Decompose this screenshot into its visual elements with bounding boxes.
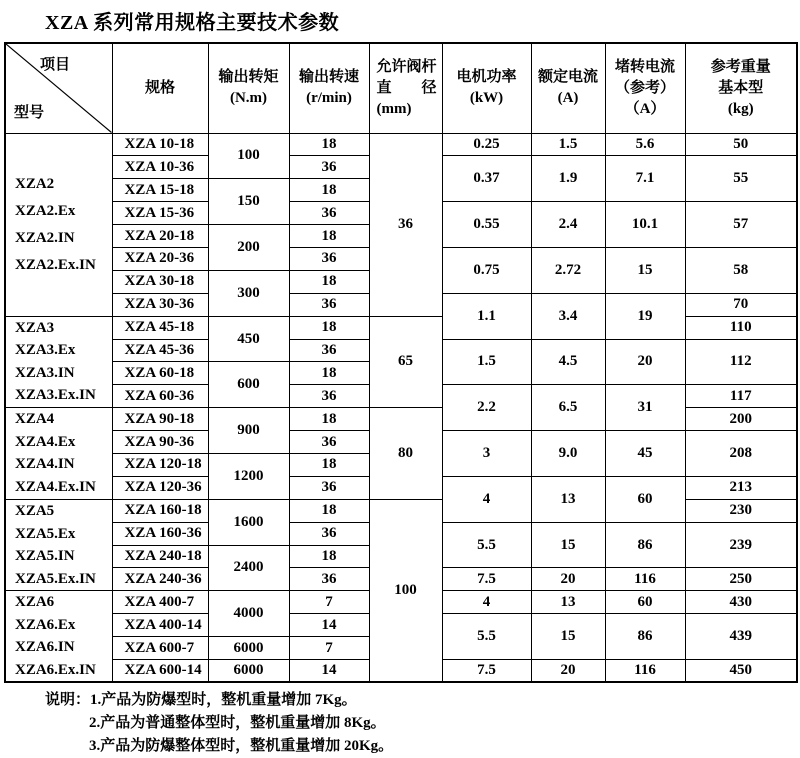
spec-cell: XZA 20-18: [112, 225, 208, 248]
model-cell: XZA5 XZA5.Ex XZA5.IN XZA5.Ex.IN: [5, 499, 112, 591]
motor-power-cell: 0.25: [442, 133, 531, 156]
spec-cell: XZA 240-36: [112, 568, 208, 591]
speed-cell: 36: [289, 476, 369, 499]
weight-cell: 250: [685, 568, 797, 591]
torque-cell: 2400: [208, 545, 289, 591]
stall-current-cell: 19: [605, 293, 685, 339]
speed-cell: 18: [289, 545, 369, 568]
spec-table: [4, 42, 798, 683]
stall-current-cell: 45: [605, 431, 685, 477]
header-row: [5, 43, 797, 133]
speed-cell: 18: [289, 316, 369, 339]
weight-cell: 70: [685, 293, 797, 316]
stall-current-cell: 15: [605, 247, 685, 293]
speed-cell: 18: [289, 499, 369, 522]
speed-cell: 18: [289, 453, 369, 476]
motor-power-cell: 5.5: [442, 614, 531, 660]
motor-power-cell: 0.55: [442, 202, 531, 248]
rated-current-cell: 3.4: [531, 293, 605, 339]
weight-cell: 50: [685, 133, 797, 156]
torque-cell: 1200: [208, 453, 289, 499]
stall-current-cell: 116: [605, 659, 685, 682]
torque-cell: 600: [208, 362, 289, 408]
notes-label: 说明：: [45, 692, 91, 709]
stall-current-cell: 31: [605, 385, 685, 431]
speed-cell: 36: [289, 202, 369, 225]
model-cell: XZA3 XZA3.Ex XZA3.IN XZA3.Ex.IN: [5, 316, 112, 408]
stall-current-cell: 86: [605, 614, 685, 660]
stall-current-cell: 7.1: [605, 156, 685, 202]
spec-cell: XZA 400-7: [112, 591, 208, 614]
speed-cell: 36: [289, 431, 369, 454]
torque-cell: 6000: [208, 637, 289, 660]
table-body: [5, 133, 797, 682]
weight-cell: 430: [685, 591, 797, 614]
model-cell: XZA6 XZA6.Ex XZA6.IN XZA6.Ex.IN: [5, 591, 112, 683]
torque-cell: 200: [208, 225, 289, 271]
weight-cell: 213: [685, 476, 797, 499]
spec-cell: XZA 90-36: [112, 431, 208, 454]
spec-cell: XZA 45-18: [112, 316, 208, 339]
weight-cell: 112: [685, 339, 797, 385]
motor-power-cell: 1.5: [442, 339, 531, 385]
spec-cell: XZA 15-18: [112, 179, 208, 202]
spec-cell: XZA 30-18: [112, 270, 208, 293]
speed-cell: 18: [289, 362, 369, 385]
rated-current-cell: 13: [531, 591, 605, 614]
corner-item-label: 项目: [40, 57, 71, 73]
stall-current-cell: 60: [605, 476, 685, 522]
header-torque: 输出转矩 (N.m): [208, 43, 289, 133]
torque-cell: 6000: [208, 659, 289, 682]
header-speed: 输出转速 (r/min): [289, 43, 369, 133]
spec-cell: XZA 10-18: [112, 133, 208, 156]
torque-cell: 900: [208, 408, 289, 454]
weight-cell: 450: [685, 659, 797, 682]
spec-cell: XZA 10-36: [112, 156, 208, 179]
rated-current-cell: 15: [531, 614, 605, 660]
header-motor-power: 电机功率 (kW): [442, 43, 531, 133]
corner-cell: [5, 43, 112, 133]
stall-current-cell: 20: [605, 339, 685, 385]
spec-cell: XZA 60-18: [112, 362, 208, 385]
torque-cell: 150: [208, 179, 289, 225]
torque-cell: 300: [208, 270, 289, 316]
spec-cell: XZA 240-18: [112, 545, 208, 568]
stem-diameter-cell: 100: [369, 499, 442, 682]
motor-power-cell: 1.1: [442, 293, 531, 339]
torque-cell: 450: [208, 316, 289, 362]
weight-cell: 230: [685, 499, 797, 522]
rated-current-cell: 4.5: [531, 339, 605, 385]
stall-current-cell: 10.1: [605, 202, 685, 248]
speed-cell: 7: [289, 637, 369, 660]
weight-cell: 57: [685, 202, 797, 248]
rated-current-cell: 13: [531, 476, 605, 522]
corner-model-label: 型号: [14, 104, 45, 121]
note-text: 2.产品为普通整体型时，整机重量增加 8Kg。: [89, 715, 386, 732]
motor-power-cell: 5.5: [442, 522, 531, 568]
model-cell: XZA2 XZA2.Ex XZA2.IN XZA2.Ex.IN: [5, 133, 112, 316]
torque-cell: 4000: [208, 591, 289, 637]
stall-current-cell: 86: [605, 522, 685, 568]
notes: [45, 689, 800, 758]
spec-cell: XZA 30-36: [112, 293, 208, 316]
speed-cell: 18: [289, 225, 369, 248]
weight-cell: 110: [685, 316, 797, 339]
header-spec: 规格: [112, 43, 208, 133]
motor-power-cell: 0.75: [442, 247, 531, 293]
motor-power-cell: 7.5: [442, 659, 531, 682]
rated-current-cell: 2.4: [531, 202, 605, 248]
spec-cell: XZA 160-36: [112, 522, 208, 545]
rated-current-cell: 15: [531, 522, 605, 568]
motor-power-cell: 4: [442, 476, 531, 522]
note-text: 1.产品为防爆型时，整机重量增加 7Kg。: [90, 692, 357, 709]
spec-cell: XZA 120-18: [112, 453, 208, 476]
rated-current-cell: 1.9: [531, 156, 605, 202]
weight-cell: 208: [685, 431, 797, 477]
table-row: [5, 133, 797, 156]
page-title: XZA 系列常用规格主要技术参数: [45, 12, 340, 34]
speed-cell: 36: [289, 522, 369, 545]
note-line: [45, 712, 800, 735]
rated-current-cell: 9.0: [531, 431, 605, 477]
weight-cell: 239: [685, 522, 797, 568]
speed-cell: 18: [289, 270, 369, 293]
note-text: 3.产品为防爆整体型时，整机重量增加 20Kg。: [89, 738, 394, 755]
stem-diameter-cell: 36: [369, 133, 442, 316]
rated-current-cell: 2.72: [531, 247, 605, 293]
motor-power-cell: 0.37: [442, 156, 531, 202]
spec-cell: XZA 600-7: [112, 637, 208, 660]
stall-current-cell: 116: [605, 568, 685, 591]
spec-cell: XZA 15-36: [112, 202, 208, 225]
speed-cell: 14: [289, 614, 369, 637]
motor-power-cell: 4: [442, 591, 531, 614]
rated-current-cell: 20: [531, 568, 605, 591]
speed-cell: 7: [289, 591, 369, 614]
torque-cell: 1600: [208, 499, 289, 545]
speed-cell: 36: [289, 247, 369, 270]
speed-cell: 36: [289, 339, 369, 362]
torque-cell: 100: [208, 133, 289, 179]
weight-cell: 200: [685, 408, 797, 431]
speed-cell: 36: [289, 385, 369, 408]
rated-current-cell: 20: [531, 659, 605, 682]
speed-cell: 18: [289, 133, 369, 156]
note-line: [45, 689, 800, 712]
spec-cell: XZA 600-14: [112, 659, 208, 682]
model-cell: XZA4 XZA4.Ex XZA4.IN XZA4.Ex.IN: [5, 408, 112, 500]
speed-cell: 18: [289, 179, 369, 202]
header-stall-current: 堵转电流 （参考） （A）: [605, 43, 685, 133]
speed-cell: 36: [289, 293, 369, 316]
speed-cell: 18: [289, 408, 369, 431]
header-weight: 参考重量 基本型 (kg): [685, 43, 797, 133]
stall-current-cell: 5.6: [605, 133, 685, 156]
spec-cell: XZA 90-18: [112, 408, 208, 431]
speed-cell: 36: [289, 568, 369, 591]
weight-cell: 439: [685, 614, 797, 660]
motor-power-cell: 2.2: [442, 385, 531, 431]
motor-power-cell: 7.5: [442, 568, 531, 591]
rated-current-cell: 1.5: [531, 133, 605, 156]
header-stem-diameter: 允许阀杆 直 径 (mm): [369, 43, 442, 133]
weight-cell: 58: [685, 247, 797, 293]
speed-cell: 36: [289, 156, 369, 179]
weight-cell: 55: [685, 156, 797, 202]
stall-current-cell: 60: [605, 591, 685, 614]
rated-current-cell: 6.5: [531, 385, 605, 431]
weight-cell: 117: [685, 385, 797, 408]
spec-cell: XZA 120-36: [112, 476, 208, 499]
stem-diameter-cell: 80: [369, 408, 442, 500]
stem-diameter-cell: 65: [369, 316, 442, 408]
spec-cell: XZA 45-36: [112, 339, 208, 362]
spec-cell: XZA 400-14: [112, 614, 208, 637]
motor-power-cell: 3: [442, 431, 531, 477]
spec-cell: XZA 60-36: [112, 385, 208, 408]
speed-cell: 14: [289, 659, 369, 682]
spec-cell: XZA 20-36: [112, 247, 208, 270]
header-rated-current: 额定电流 (A): [531, 43, 605, 133]
spec-cell: XZA 160-18: [112, 499, 208, 522]
